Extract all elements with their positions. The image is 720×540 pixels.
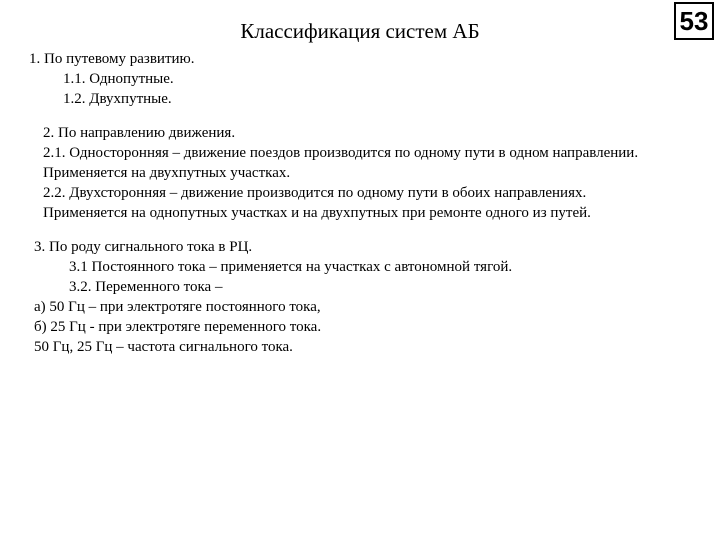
section1-item2: 1.2. Двухпутные.	[63, 91, 172, 107]
section1-item1: 1.1. Однопутные.	[63, 71, 174, 87]
section3-note: 50 Гц, 25 Гц – частота сигнального тока.	[34, 339, 293, 355]
section2-item2-note: Применяется на однопутных участках и на двухпутных при ремонте одного из путей.	[43, 205, 591, 221]
page-number-badge: 53	[674, 2, 714, 40]
section3-option-a: а) 50 Гц – при электротяге постоянного тока,	[34, 299, 321, 315]
section3-item2: 3.2. Переменного тока –	[69, 279, 223, 295]
section3-item1: 3.1 Постоянного тока – применяется на участках с автономной тягой.	[69, 259, 513, 275]
section2-item1: 2.1. Односторонняя – движение поездов производится по одному пути в одном направлении.	[43, 145, 639, 161]
section2-item1-note: Применяется на двухпутных участках.	[43, 165, 291, 181]
section1-heading: 1. По путевому развитию.	[29, 51, 195, 67]
section3-option-b: б) 25 Гц - при электротяге переменного тока.	[34, 319, 322, 335]
page-title: Классификация систем АБ	[240, 19, 480, 43]
section3-heading: 3. По роду сигнального тока в РЦ.	[34, 239, 253, 255]
section2-item2: 2.2. Двухсторонняя – движение производится по одному пути в обоих направлениях.	[43, 185, 587, 201]
section2-heading: 2. По направлению движения.	[43, 125, 236, 141]
